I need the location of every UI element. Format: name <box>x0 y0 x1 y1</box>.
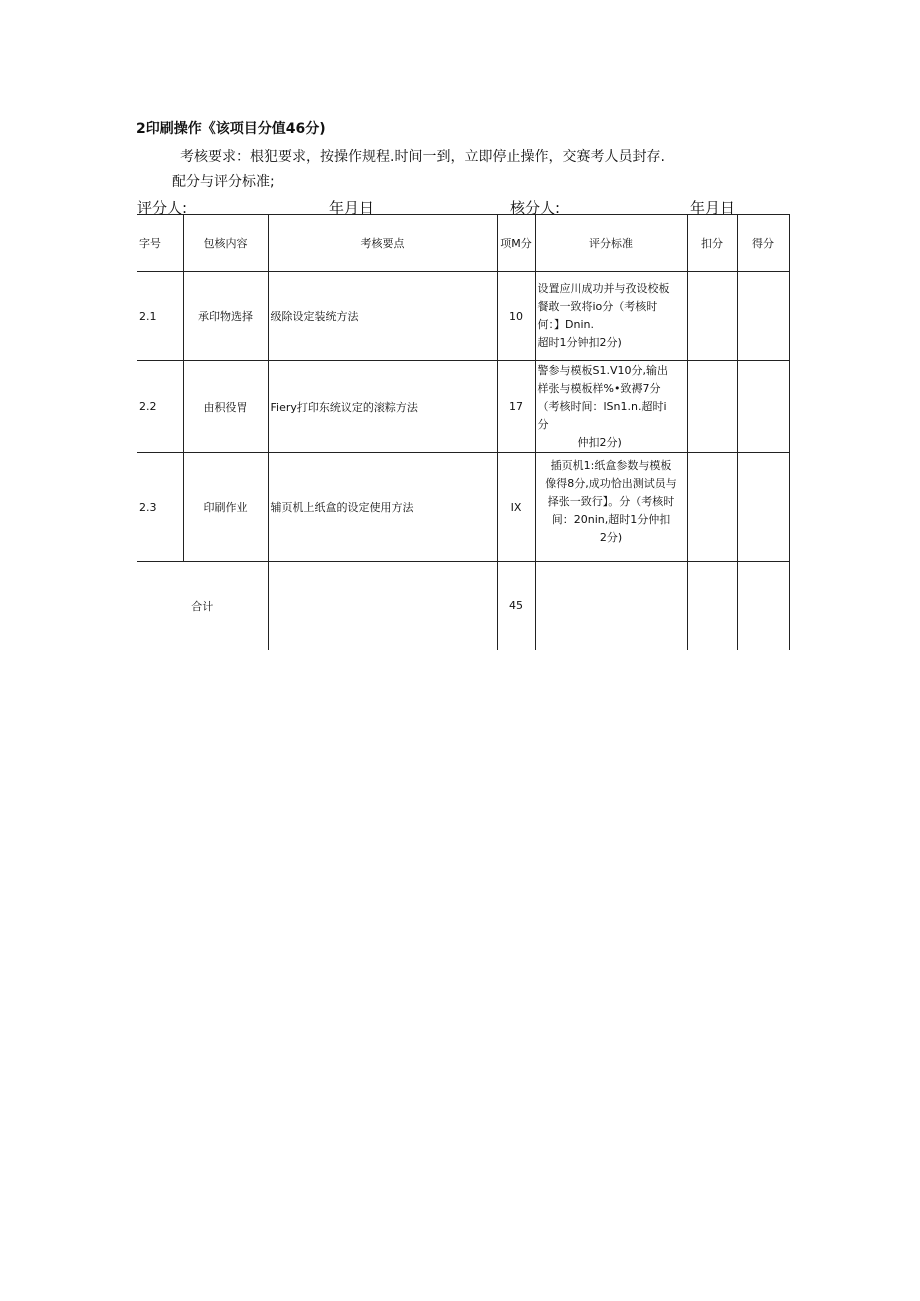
row-deduct <box>687 272 737 361</box>
row-got <box>737 453 789 562</box>
standard-line: 分 <box>537 417 549 431</box>
standard-line: 餐敢一致将io分（考核时 <box>537 300 658 313</box>
scorer-date: 年月日 <box>329 199 375 217</box>
scoring-criteria-label: 配分与评分标准; <box>172 174 275 190</box>
standard-line: （考核时间：lSn1.n.超时i <box>537 399 667 413</box>
assessment-requirement: 考核要求：根犯要求，按操作规程.时间一到，立即停止操作，交赛考人员封存. <box>180 149 665 165</box>
header-point: 考核要点 <box>268 215 497 272</box>
standard-line: 插页机1:纸盒参数与模板 <box>550 459 672 472</box>
row-standard <box>535 361 687 453</box>
row-point: 辅页机上纸盒的设定使用方法 <box>268 453 497 562</box>
header-score: 项M分 <box>497 215 535 272</box>
row-point: 级除设定装统方法 <box>268 272 497 361</box>
standard-line: 超时1分钟扣2分) <box>537 336 622 349</box>
row-point: Fiery打印东统议定的滚粽方法 <box>268 361 497 453</box>
row-standard <box>535 272 687 361</box>
standard-line: 间：20nin,超时1分仲扣 <box>551 513 671 526</box>
standard-line: 仲扣2分) <box>577 435 622 449</box>
header-got: 得分 <box>737 215 789 272</box>
row-got <box>737 361 789 453</box>
row-standard <box>535 453 687 562</box>
row-content: 由积役胃 <box>183 361 268 453</box>
standard-line: 择张一致行】。分（考核时 <box>547 495 675 508</box>
total-row <box>137 562 789 650</box>
row-no: 2.2 <box>137 361 183 453</box>
row-deduct <box>687 453 737 562</box>
row-no: 2.3 <box>137 453 183 562</box>
standard-line: 2分) <box>599 531 623 544</box>
scoring-table <box>137 214 790 650</box>
row-content: 印刷作业 <box>183 453 268 562</box>
header-no: 字号 <box>137 215 183 272</box>
standard-line: 设置应川成功并与孜设校板 <box>537 282 670 295</box>
table-row <box>137 272 789 361</box>
scorer-label: 评分人: <box>137 199 188 217</box>
checker-label: 核分人: <box>510 199 561 217</box>
standard-line: 何：】Dnin. <box>537 318 594 331</box>
header-standard: 评分标准 <box>535 215 687 272</box>
total-deduct <box>687 562 737 650</box>
table-header-row <box>137 215 789 272</box>
total-score: 45 <box>497 562 535 650</box>
section-title: 2印刷操作《该项目分值46分) <box>136 121 326 137</box>
row-score: 10 <box>497 272 535 361</box>
total-got <box>737 562 789 650</box>
standard-line: 像得8分,成功恰出测试员与 <box>545 477 677 490</box>
checker-date: 年月日 <box>690 199 736 217</box>
header-deduct: 扣分 <box>687 215 737 272</box>
row-no: 2.1 <box>137 272 183 361</box>
header-content: 包核内容 <box>183 215 268 272</box>
standard-line: 警参与模板S1.V10分,输出 <box>537 363 668 377</box>
row-score: IX <box>497 453 535 562</box>
table-row <box>137 361 789 453</box>
total-point <box>268 562 497 650</box>
row-got <box>737 272 789 361</box>
standard-line: 样张与模板样%•致褥7分 <box>537 381 661 395</box>
table-row <box>137 453 789 562</box>
row-deduct <box>687 361 737 453</box>
row-content: 承印物选择 <box>183 272 268 361</box>
row-score: 17 <box>497 361 535 453</box>
total-standard <box>535 562 687 650</box>
total-label: 合计 <box>137 562 268 650</box>
